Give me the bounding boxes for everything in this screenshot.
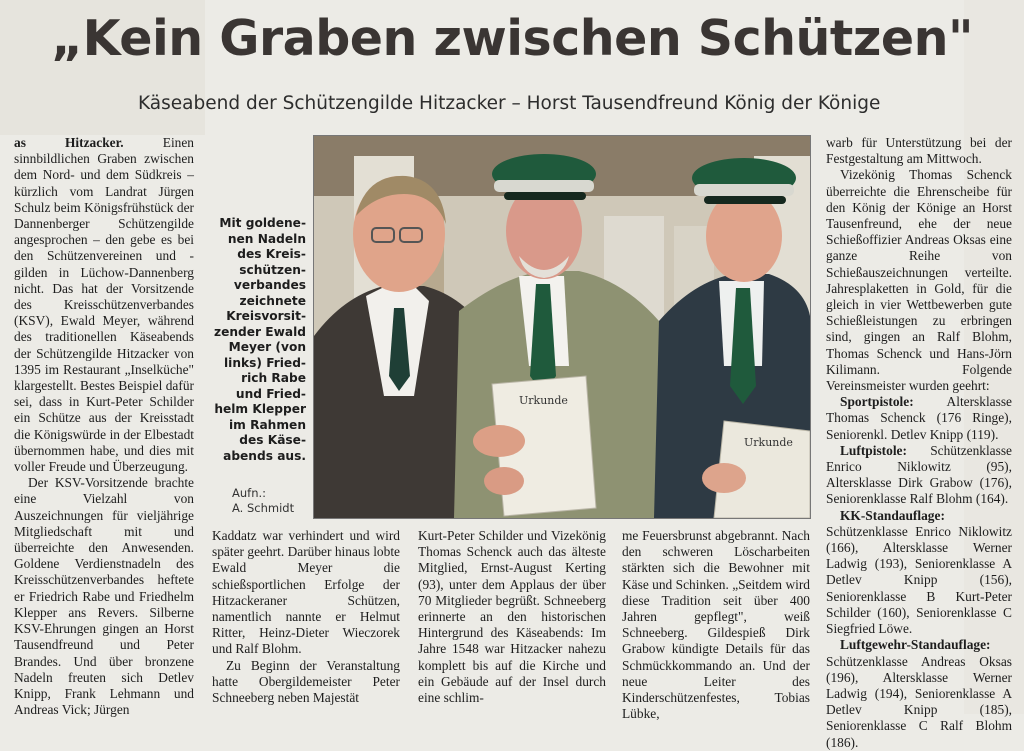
paragraph: Vizekönig Thomas Schenck überreichte die Ehrenscheibe für den König der Könige an Horst Tausenfreund, ehe der neue Schießoffizier Andreas Oksas eine ganze Reihe von Schießauszeichnungen verteilte. Jahresplaketten in Gold, für die gleich in vier Wettbewerben gute Schießleistungen zu erbringen sind, gingen an Ralf Blohm, Thomas Schenck und Hans-Jörn Kilimann. Folgende Vereinsmeister wurden geehrt:	[826, 167, 1012, 394]
paragraph: warb für Unterstützung bei der Festgestaltung am Mittwoch.	[826, 135, 1012, 167]
photo-illustration	[314, 136, 810, 518]
paragraph: Kurt-Peter Schilder und Vizekönig Thomas Schenck auch das älteste Mitglied, Ernst-August Kerting (93), unter dem Applaus der über 70 Mitglieder begrüßt. Schneeberg erinnerte an den historischen Hintergrund des Käseabends: Im Jahre 1548 war Hitzacker nahezu komplett bis auf die Kirche und ein Gebäude auf der Insel durch eine schlim-	[418, 528, 606, 706]
credit-name: A. Schmidt	[232, 501, 295, 515]
paragraph: Der KSV-Vorsitzende brachte eine Vielzahl von Auszeichnungen für vieljährige Mitgliedschaft mit und überreichte den Anwesenden. Goldene Verdienstnadeln des Kreisschützenverbandes heftete er Friedrich Rabe und Friedhelm Klepper ans Revers. Silberne KSV-Ehrungen gingen an Horst Tausendfreund und Peter Brandes. Und über bronzene Nadeln freuten sich Detlev Knipp, Frank Lehmann und Andreas Vick; Jürgen	[14, 475, 194, 718]
results-luftgewehr	[826, 637, 1012, 750]
photo-caption: Mit goldene-nen Nadeln des Kreis-schützen-verbandes zeichnete Kreisvorsit-zender Ewald Meyer (von links) Fried-rich Rabe und Fried-helm Klepper im Rahmen des Käse-abends aus.	[214, 216, 306, 463]
article-column-2	[212, 528, 400, 706]
photo-credit	[232, 486, 302, 516]
man-center-cap-band	[494, 180, 594, 192]
hand-handshake	[473, 425, 525, 457]
results-text: Schützenklasse Enrico Niklowitz (95), Altersklasse Dirk Grabow (176), Seniorenklasse Ralf Blohm (164).	[826, 442, 1012, 507]
results-heading: Sportpistole:	[840, 394, 914, 410]
paragraph	[14, 135, 194, 475]
paragraph-text: Einen sinnbildlichen Graben zwischen dem Nord- und dem Südkreis – kürzlich vom Landrat Jürgen Schulz beim Königsfrühstück der Dannenberger Schützengilde angesprochen – den gebe es bei den Schützenvereinen und -gilden in Lüchow-Dannenberg nicht. Das hat der Vorsitzende des Kreisschützenverbandes (KSV), Ewald Meyer, während des traditionellen Käseabends der Schützengilde Hitzacker von 1395 im Restaurant „Inselküche" klargestellt. Bestes Beispiel dafür sei, dass in Kurt-Peter Schilder ein Schütze aus der Kreisstadt die Königswürde in der Elbestadt übernommen habe, und dies mit voller Freude und Überzeugung.	[14, 135, 194, 475]
hand-center	[484, 467, 524, 495]
man-right-cap-band	[694, 184, 794, 196]
results-text: Schützenklasse Andreas Oksas (196), Altersklasse Werner Ladwig (194), Seniorenklasse A Detlev Knipp (185), Seniorenklasse C Ralf Blohm (186).	[826, 653, 1012, 750]
article-column-5	[826, 135, 1012, 751]
results-kk-standauflage	[826, 508, 1012, 638]
certificate-right-title: Urkunde	[744, 436, 793, 449]
dateline: as Hitzacker.	[14, 135, 124, 150]
results-heading: Luftpistole:	[840, 442, 907, 458]
paragraph: me Feuersbrunst abgebrannt. Nach den schweren Löscharbeiten stärkten sich die Bewohner mit Käse und Schinken. „Seitdem wird diese Tradition seit über 400 Jahren gepflegt", weiß Schneeberg. Gildespieß Dirk Grabow kündigte Details für das Schmückkommando an. Und der neue Leiter des Kinderschützenfestes, Tobias Lübke,	[622, 528, 810, 722]
paragraph: Kaddatz war verhindert und wird später geehrt. Darüber hinaus lobte Ewald Meyer die schießsportlichen Erfolge der Hitzackeraner Schützen, namentlich nannte er Helmut Ritter, Heinz-Dieter Wieczorek und Ralf Blohm.	[212, 528, 400, 657]
article-column-4	[622, 528, 810, 722]
results-sportpistole	[826, 394, 1012, 443]
results-text: Schützenklasse Enrico Niklowitz (166), Altersklasse Werner Ladwig (193), Seniorenklasse A Detlev Knipp (156), Seniorenklasse B Kurt-Peter Schilder (160), Seniorenklasse C Siegfried Löwe.	[826, 523, 1012, 637]
results-text: Altersklasse Thomas Schenck (176 Ringe), Seniorenkl. Detlev Knipp (119).	[826, 394, 1012, 442]
results-luftpistole	[826, 443, 1012, 508]
man-center-cap-visor	[504, 192, 586, 200]
article-photo	[313, 135, 811, 519]
article-column-3	[418, 528, 606, 706]
subheadline: Käseabend der Schützengilde Hitzacker – Horst Tausendfreund König der Könige	[138, 93, 881, 114]
hand-right	[702, 463, 746, 493]
results-heading: Luftgewehr-Standauflage:	[840, 637, 991, 653]
paragraph: Zu Beginn der Veranstaltung hatte Obergildemeister Peter Schneeberg neben Majestät	[212, 657, 400, 706]
headline: „Kein Graben zwischen Schützen"	[50, 10, 974, 67]
man-right-cap-visor	[704, 196, 786, 204]
credit-label: Aufn.:	[232, 486, 267, 500]
article-column-1	[14, 135, 194, 718]
certificate-center-title: Urkunde	[519, 394, 568, 407]
results-heading: KK-Standauflage:	[840, 507, 945, 523]
